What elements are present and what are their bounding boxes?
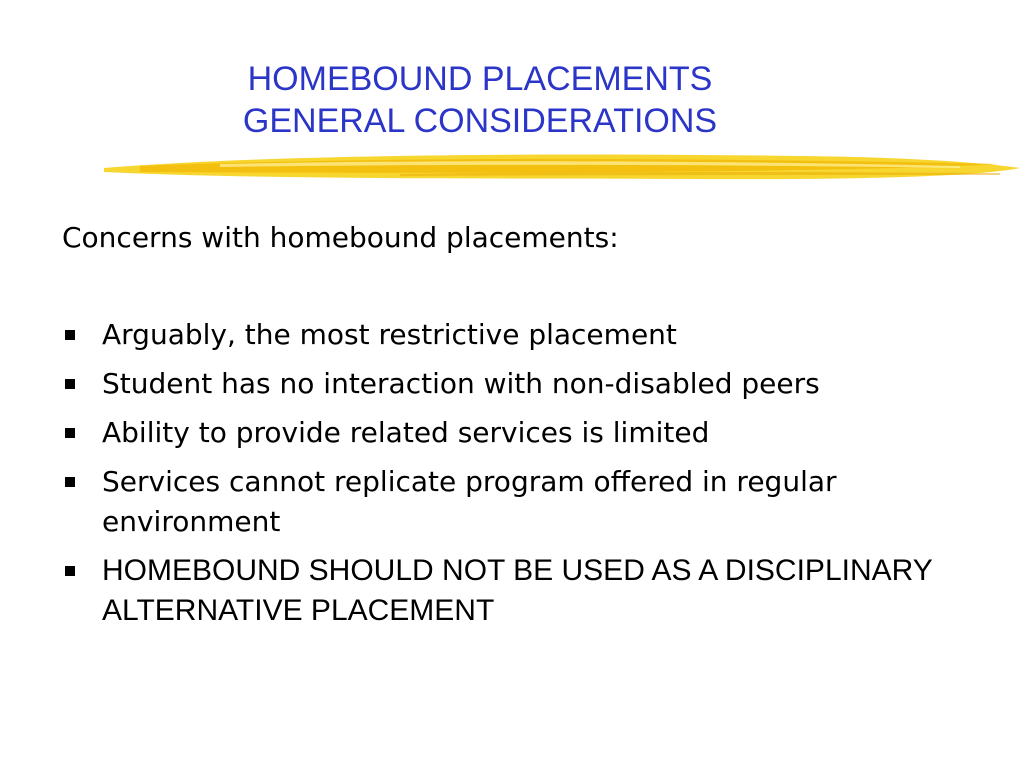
square-bullet-icon — [65, 379, 75, 389]
square-bullet-icon — [65, 477, 75, 487]
title-line-1: HOMEBOUND PLACEMENTS — [247, 60, 713, 98]
list-item-text: Services cannot replicate program offered in regular environment — [102, 465, 837, 538]
square-bullet-icon — [65, 428, 75, 438]
list-item-text: Ability to provide related services is limited — [102, 416, 710, 449]
list-item — [62, 551, 992, 631]
list-item-text: Student has no interaction with non-disabled peers — [102, 367, 820, 400]
title-line-2: GENERAL CONSIDERATIONS — [242, 102, 718, 140]
list-item — [62, 462, 992, 542]
intro-text: Concerns with homebound placements: — [62, 221, 619, 254]
list-item — [62, 413, 992, 453]
list-item — [62, 364, 992, 404]
square-bullet-icon — [65, 566, 75, 576]
square-bullet-icon — [65, 330, 75, 340]
list-item-text: Arguably, the most restrictive placement — [102, 318, 677, 351]
list-item-text: HOMEBOUND SHOULD NOT BE USED AS A DISCIPLINARY ALTERNATIVE PLACEMENT — [102, 554, 933, 627]
list-item — [62, 315, 992, 355]
bullet-list — [62, 315, 992, 640]
brush-stroke-icon — [100, 146, 1024, 186]
slide-title — [150, 58, 810, 142]
